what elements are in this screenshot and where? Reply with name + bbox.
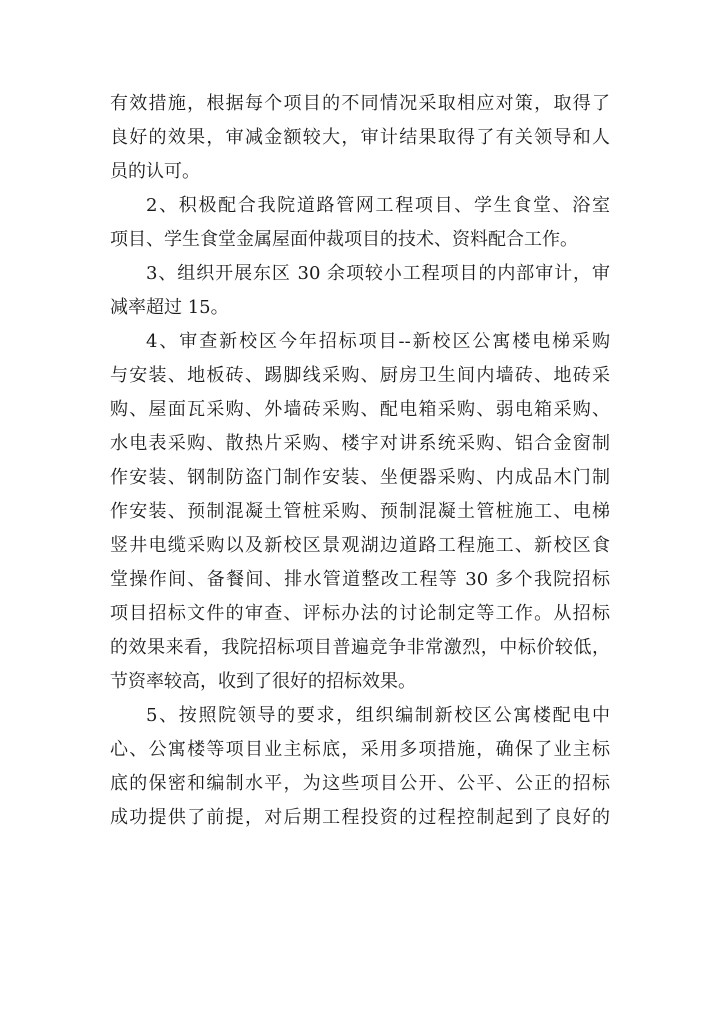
paragraph bbox=[110, 87, 610, 189]
text-line: 作安装、预制混凝土管桩采购、预制混凝土管桩施工、电梯 bbox=[110, 501, 610, 522]
text-line: 底的保密和编制水平，为这些项目公开、公平、公正的招标 bbox=[110, 773, 610, 794]
text-line: 心、公寓楼等项目业主标底，采用多项措施，确保了业主标 bbox=[110, 739, 610, 760]
paragraph bbox=[110, 189, 610, 257]
text-line: 良好的效果，审减金额较大，审计结果取得了有关领导和人 bbox=[110, 127, 610, 148]
text-line: 堂操作间、备餐间、排水管道整改工程等 30 多个我院招标 bbox=[110, 569, 610, 590]
text-line: 2、积极配合我院道路管网工程项目、学生食堂、浴室 bbox=[146, 195, 610, 216]
text-line: 员的认可。 bbox=[110, 161, 200, 182]
text-line: 5、按照院领导的要求，组织编制新校区公寓楼配电中 bbox=[146, 705, 610, 726]
document-page bbox=[110, 87, 610, 835]
text-line: 减率超过 15。 bbox=[110, 297, 229, 318]
text-line: 项目、学生食堂金属屋面仲裁项目的技术、资料配合工作。 bbox=[110, 229, 578, 250]
text-line: 3、组织开展东区 30 余项较小工程项目的内部审计，审 bbox=[146, 263, 610, 284]
paragraph bbox=[110, 257, 610, 325]
text-line: 竖井电缆采购以及新校区景观湖边道路工程施工、新校区食 bbox=[110, 535, 610, 556]
text-line: 的效果来看，我院招标项目普遍竞争非常激烈，中标价较低， bbox=[110, 637, 610, 658]
text-line: 水电表采购、散热片采购、楼宇对讲系统采购、铝合金窗制 bbox=[110, 433, 610, 454]
text-line: 节资率较高，收到了很好的招标效果。 bbox=[110, 671, 416, 692]
text-line: 项目招标文件的审查、评标办法的讨论制定等工作。从招标 bbox=[110, 603, 610, 624]
paragraph bbox=[110, 699, 610, 835]
text-line: 4、审查新校区今年招标项目--新校区公寓楼电梯采购 bbox=[146, 331, 610, 352]
text-line: 作安装、钢制防盗门制作安装、坐便器采购、内成品木门制 bbox=[110, 467, 610, 488]
text-line: 与安装、地板砖、踢脚线采购、厨房卫生间内墙砖、地砖采 bbox=[110, 365, 610, 386]
text-line: 有效措施，根据每个项目的不同情况采取相应对策，取得了 bbox=[110, 93, 610, 114]
text-line: 购、屋面瓦采购、外墙砖采购、配电箱采购、弱电箱采购、 bbox=[110, 399, 610, 420]
text-line: 成功提供了前提，对后期工程投资的过程控制起到了良好的 bbox=[110, 807, 610, 828]
paragraph bbox=[110, 325, 610, 699]
